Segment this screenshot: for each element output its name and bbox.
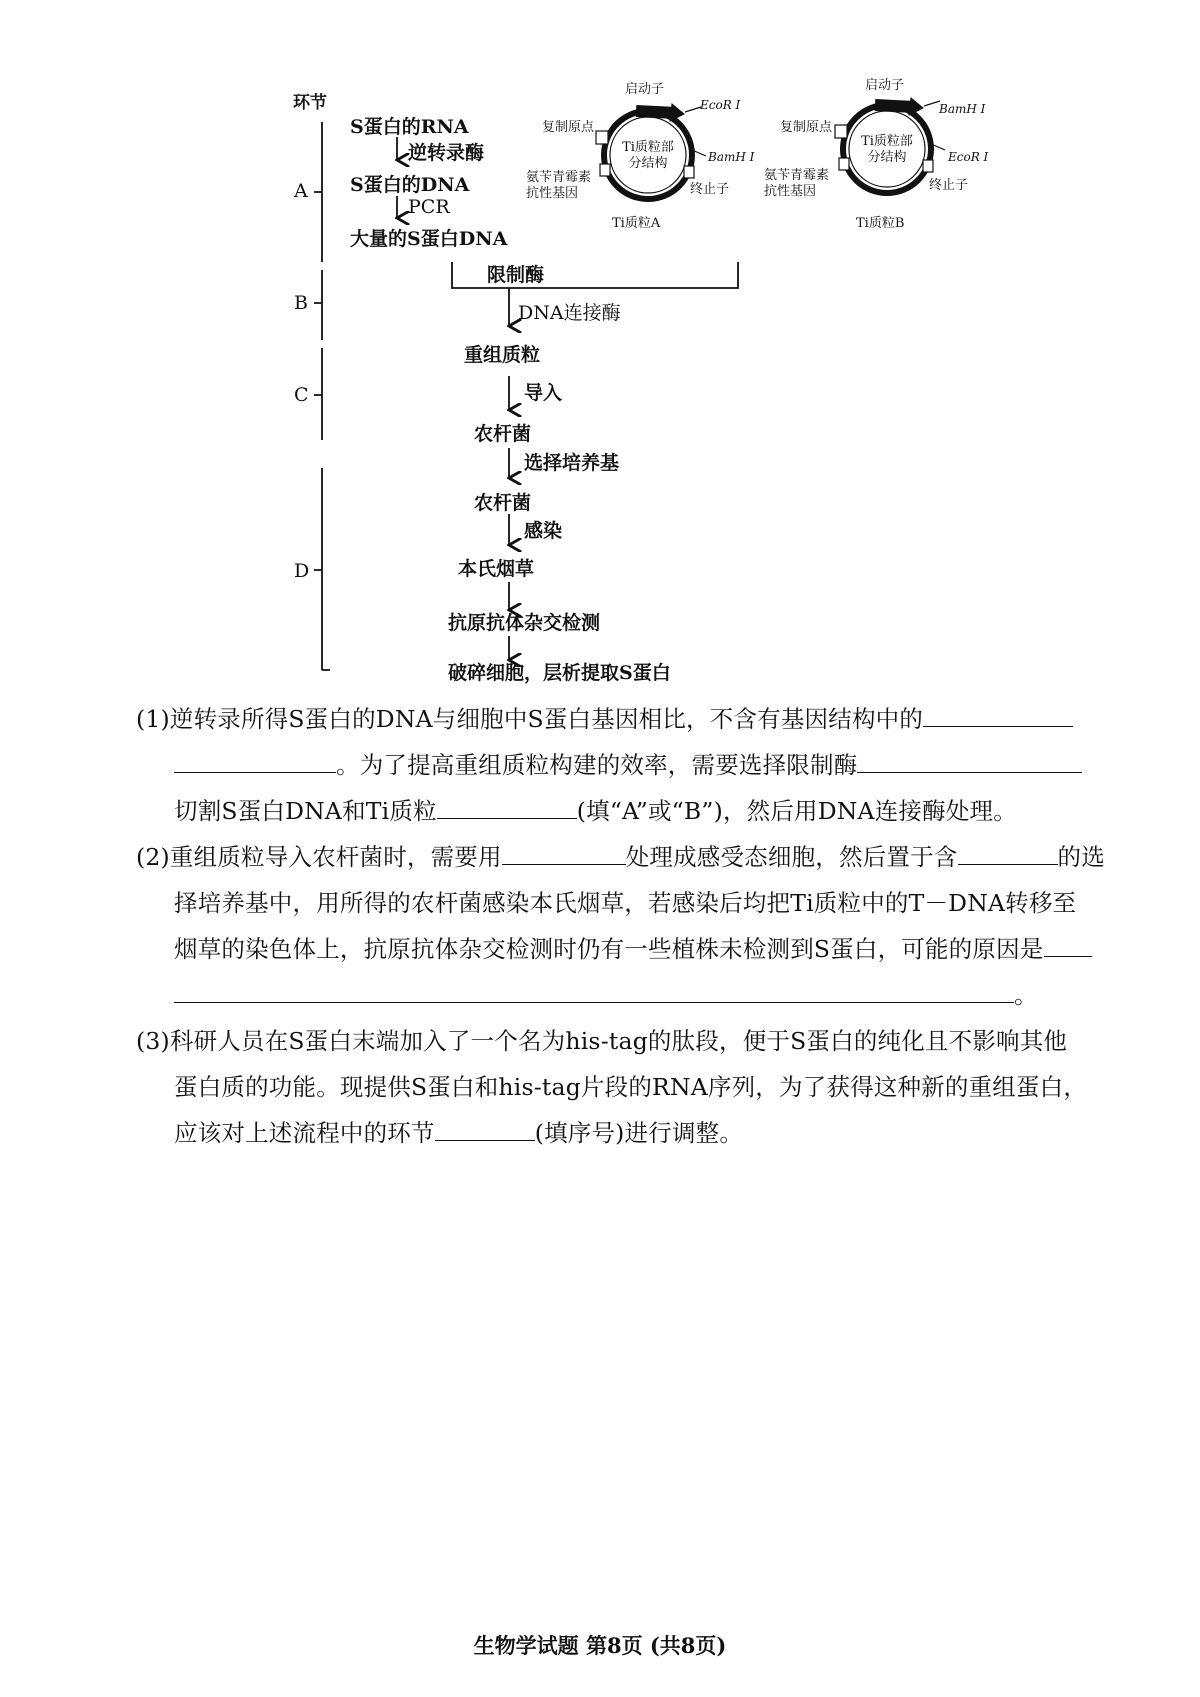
plasmid-b-terminator: 终止子 <box>929 178 969 193</box>
stage-label-d: D <box>294 560 310 582</box>
page-footer: 生物学试题 第8页 (共8页) <box>473 1633 727 1658</box>
flow-antigen-antibody: 抗原抗体杂交检测 <box>448 612 601 634</box>
flow-s-dna: S蛋白的DNA <box>350 174 470 196</box>
plasmid-a-terminator: 终止子 <box>690 182 730 197</box>
question-1-line-3 <box>174 792 1017 826</box>
plasmid-b-name: Ti质粒B <box>856 216 905 231</box>
flow-introduce: 导入 <box>524 382 563 404</box>
section-header: 环节 <box>293 93 327 113</box>
flow-dna-ligase: DNA连接酶 <box>518 302 621 324</box>
question-2-line-4 <box>174 976 1038 1010</box>
flow-diagram-lines <box>0 0 1200 700</box>
stage-label-c: C <box>294 384 309 406</box>
flow-agrobacterium-1: 农杆菌 <box>474 423 532 445</box>
question-3-line-1 <box>136 1022 1067 1056</box>
flow-extract: 破碎细胞，层析提取S蛋白 <box>448 662 671 684</box>
plasmid-a-origin: 复制原点 <box>542 120 595 135</box>
q2-text-3: 烟草的染色体上，抗原抗体杂交检测时仍有一些植株未检测到S蛋白，可能的原因是 <box>174 935 1044 963</box>
flow-s-rna: S蛋白的RNA <box>350 116 469 138</box>
question-2-line-1 <box>136 838 1105 872</box>
question-1-line-2 <box>174 746 1082 780</box>
stage-label-a: A <box>294 180 308 202</box>
q2-blank-3[interactable] <box>1044 934 1092 957</box>
q3-text-2: 蛋白质的功能。现提供S蛋白和his-tag片段的RNA序列，为了获得这种新的重组蛋白， <box>174 1073 1088 1101</box>
question-3-line-2 <box>174 1068 1087 1102</box>
bracket-d <box>314 468 330 670</box>
question-2-line-2 <box>174 884 1076 918</box>
flow-tobacco: 本氏烟草 <box>458 558 535 580</box>
plasmid-b-site2: EcoR I <box>948 150 989 164</box>
question-1-line-1 <box>136 700 1073 734</box>
q1-blank-1[interactable] <box>923 704 1073 727</box>
stage-label-b: B <box>294 292 308 314</box>
q1-text-2: 。为了提高重组质粒构建的效率，需要选择限制酶 <box>336 751 858 779</box>
q2-blank-2[interactable] <box>958 842 1058 865</box>
flow-recombinant-plasmid: 重组质粒 <box>464 344 541 366</box>
q2-text-1a: (2)重组质粒导入农杆菌时，需要用 <box>136 843 502 871</box>
q2-text-4: 。 <box>1014 981 1038 1009</box>
q1-text-3a: 切割S蛋白DNA和Ti质粒 <box>174 797 437 825</box>
flow-infect: 感染 <box>524 520 563 542</box>
plasmid-a-resistance: 氨苄青霉素抗性基因 <box>526 170 592 201</box>
plasmid-b-center: Ti质粒部分结构 <box>861 134 913 165</box>
plasmid-b-site1: BamH I <box>939 102 986 116</box>
q1-blank-3[interactable] <box>437 796 577 819</box>
plasmid-b-origin: 复制原点 <box>780 120 833 135</box>
plasmid-a-center: Ti质粒部分结构 <box>622 140 674 171</box>
q1-text-1: (1)逆转录所得S蛋白的DNA与细胞中S蛋白基因相比，不含有基因结构中的 <box>136 705 924 733</box>
flow-reverse-transcriptase: 逆转录酶 <box>408 142 485 164</box>
bracket-a <box>314 122 322 262</box>
q1-blank-2[interactable] <box>857 750 1082 773</box>
q3-text-3b: (填序号)进行调整。 <box>534 1119 744 1147</box>
q2-blank-3-cont[interactable] <box>174 980 1014 1003</box>
bracket-c <box>314 348 322 440</box>
q1-blank-1-cont[interactable] <box>174 750 336 773</box>
question-2-line-3 <box>174 930 1092 964</box>
q3-text-3a: 应该对上述流程中的环节 <box>174 1119 435 1147</box>
flow-restriction-enzyme: 限制酶 <box>487 264 545 286</box>
flow-selective-medium: 选择培养基 <box>524 452 620 474</box>
plasmid-b-resistance: 氨苄青霉素抗性基因 <box>764 168 830 199</box>
q2-text-2: 择培养基中，用所得的农杆菌感染本氏烟草，若感染后均把Ti质粒中的T－DNA转移至 <box>174 889 1077 917</box>
q1-text-3b: (填“A”或“B”)，然后用DNA连接酶处理。 <box>576 797 1017 825</box>
bracket-b <box>314 270 322 340</box>
plasmid-b-promoter: 启动子 <box>865 78 905 93</box>
question-3-line-3 <box>174 1114 743 1148</box>
q2-text-1c: 的选 <box>1057 843 1105 871</box>
plasmid-a-site1: EcoR I <box>700 98 741 112</box>
plasmid-a-promoter: 启动子 <box>625 82 665 97</box>
flow-agrobacterium-2: 农杆菌 <box>474 492 532 514</box>
q2-blank-1[interactable] <box>502 842 626 865</box>
q3-text-1: (3)科研人员在S蛋白末端加入了一个名为his-tag的肽段，便于S蛋白的纯化且不影响其他 <box>136 1027 1068 1055</box>
q2-text-1b: 处理成感受态细胞，然后置于含 <box>625 843 958 871</box>
plasmid-a-site2: BamH I <box>708 150 755 164</box>
flow-bulk-dna: 大量的S蛋白DNA <box>350 228 508 250</box>
flow-pcr: PCR <box>408 196 450 218</box>
q3-blank-1[interactable] <box>435 1118 535 1141</box>
plasmid-a-name: Ti质粒A <box>612 216 661 231</box>
